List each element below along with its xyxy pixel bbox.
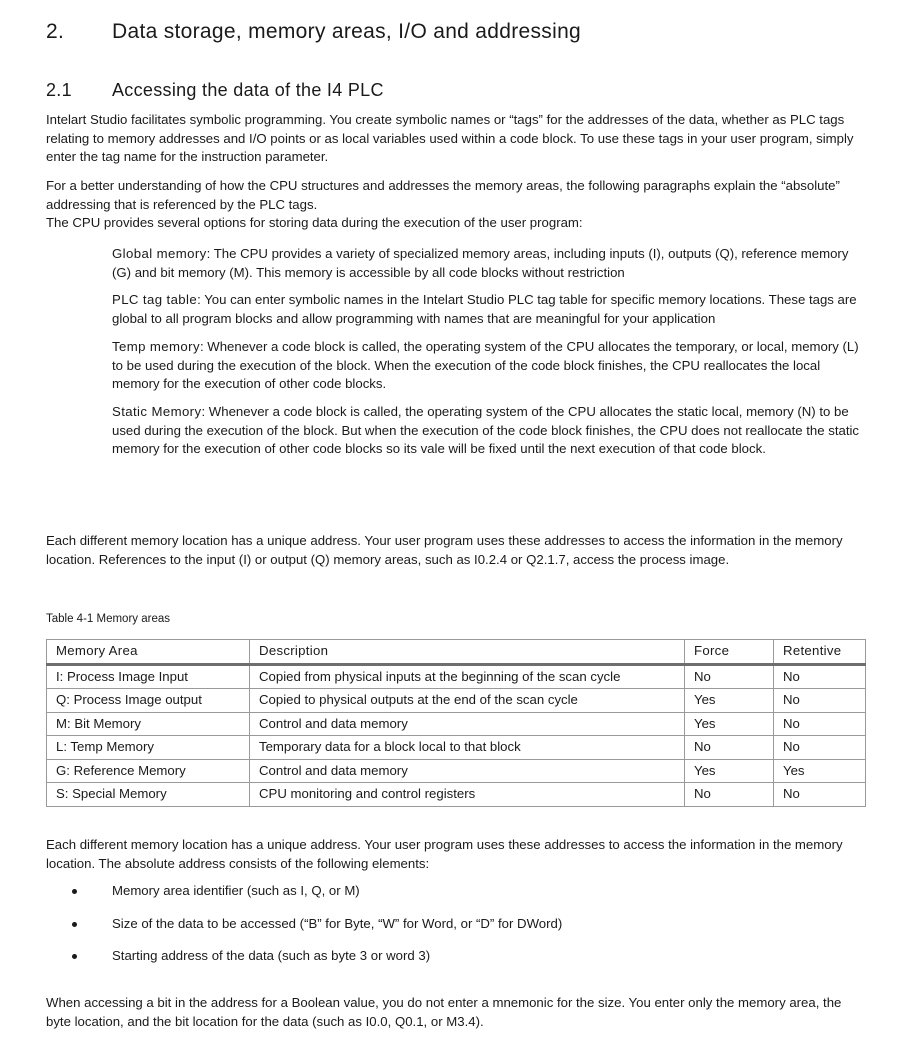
cell-description: Control and data memory [250,712,685,736]
table-caption: Table 4-1 Memory areas [46,613,170,625]
section-title: Accessing the data of the I4 PLC [112,80,384,100]
table-row [47,783,866,807]
list-item-text: Memory area identifier (such as I, Q, or M) [112,883,360,898]
definition-static-memory [112,403,862,459]
cell-force: No [685,664,774,689]
table-row [47,689,866,713]
section-number: 2.1 [46,80,72,100]
list-item [46,915,861,934]
cell-memory-area: G: Reference Memory [47,759,250,783]
cell-memory-area: Q: Process Image output [47,689,250,713]
unique-address-paragraph-2: Each different memory location has a unique address. Your user program uses these addresses to access the information in the memory location. The absolute address consists of the following elements: [46,837,843,871]
cell-description: Copied to physical outputs at the end of the scan cycle [250,689,685,713]
cell-retentive: No [774,689,866,713]
cell-force: No [685,783,774,807]
bullet-icon [72,889,77,894]
cell-description: Control and data memory [250,759,685,783]
definition-plc-tag-table [112,291,862,328]
definition-temp-memory [112,338,862,394]
definition-text: : You can enter symbolic names in the Intelart Studio PLC tag table for specific memory locations. These tags are global to all program blocks and allow programming with names that are meaningful for your application [112,292,857,327]
intro-paragraph: Intelart Studio facilitates symbolic programming. You create symbolic names or “tags” for the addresses of the data, whether as PLC tags relating to memory addresses and I/O points or as local variables used within a code block. To use these tags in your user program, simply enter the tag name for the instruction parameter. [46,112,854,165]
cell-retentive: Yes [774,759,866,783]
bullet-icon [72,954,77,959]
section-heading [46,78,384,102]
column-header-description: Description [250,640,685,665]
list-item [46,947,861,966]
cell-memory-area: I: Process Image Input [47,664,250,689]
table-row [47,759,866,783]
cell-description: Temporary data for a block local to that block [250,736,685,760]
cell-retentive: No [774,712,866,736]
table-row [47,712,866,736]
bullet-icon [72,922,77,927]
definition-term: Temp memory [112,338,200,354]
table-row [47,736,866,760]
cell-force: Yes [685,759,774,783]
understanding-line-1: For a better understanding of how the CPU structures and addresses the memory areas, the following paragraphs explain the “absolute” addressing that is referenced by the PLC tags. [46,178,840,212]
understanding-line-2: The CPU provides several options for storing data during the execution of the user program: [46,215,583,231]
memory-definitions [112,245,862,468]
memory-areas-table [46,639,866,807]
cell-force: Yes [685,712,774,736]
cell-description: Copied from physical inputs at the beginning of the scan cycle [250,664,685,689]
definition-term: Global memory [112,246,207,261]
column-header-retentive: Retentive [774,640,866,665]
understanding-paragraph [46,177,861,233]
cell-force: No [685,736,774,760]
address-elements-list [46,882,861,980]
column-header-memory-area: Memory Area [47,640,250,665]
unique-address-paragraph-1: Each different memory location has a unique address. Your user program uses these addresses to access the information in the memory location. References to the input (I) or output (Q) memory areas, such as I0.2.4 or Q2.1.7, access the process image. [46,533,843,567]
column-header-force: Force [685,640,774,665]
definition-global-memory [112,245,862,282]
chapter-title: Data storage, memory areas, I/O and addressing [112,20,582,43]
definition-text: : Whenever a code block is called, the operating system of the CPU allocates the static local, memory (N) to be used during the execution of the block. But when the execution of the code block finishes, the CPU does not reallocate the static memory for the execution of other code blocks so its vale will be fixed until the next execution of that code block. [112,403,860,457]
cell-description: CPU monitoring and control registers [250,783,685,807]
table-row [47,664,866,689]
cell-memory-area: M: Bit Memory [47,712,250,736]
list-item [46,882,861,901]
cell-memory-area: L: Temp Memory [47,736,250,760]
cell-retentive: No [774,664,866,689]
cell-retentive: No [774,783,866,807]
chapter-heading [46,18,581,46]
definition-text: : The CPU provides a variety of specialized memory areas, including inputs (I), outputs (Q), reference memory (G) and bit memory (M). This memory is accessible by all code blocks without restriction [112,246,849,280]
chapter-number: 2. [46,20,65,43]
cell-retentive: No [774,736,866,760]
boolean-access-paragraph: When accessing a bit in the address for a Boolean value, you do not enter a mnemonic for the size. You enter only the memory area, the byte location, and the bit location for the data (such as I0.0, Q0.1, or M3.4). [46,995,842,1029]
definition-text: : Whenever a code block is called, the operating system of the CPU allocates the temporary, or local, memory (L) to be used during the execution of the block. When the execution of the code block finishes, the CPU reallocates the local memory for the execution of other code blocks. [112,338,859,392]
list-item-text: Starting address of the data (such as byte 3 or word 3) [112,948,431,964]
table-header-row [47,640,866,665]
definition-term: PLC tag table [112,292,198,308]
definition-term: Static Memory [112,403,202,419]
cell-force: Yes [685,689,774,713]
list-item-text: Size of the data to be accessed (“B” for Byte, “W” for Word, or “D” for DWord) [112,915,563,931]
cell-memory-area: S: Special Memory [47,783,250,807]
